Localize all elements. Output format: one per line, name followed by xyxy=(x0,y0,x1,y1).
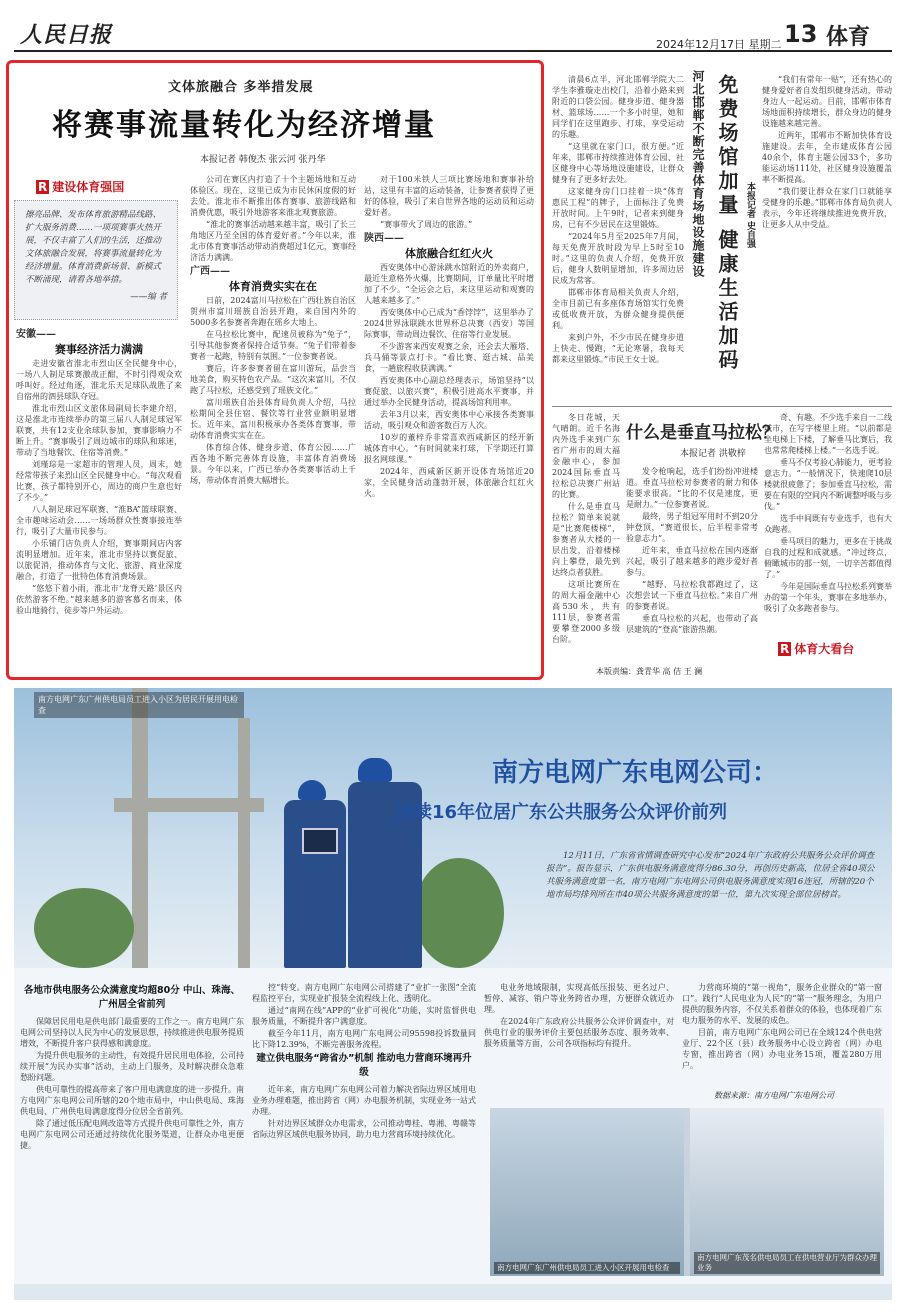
guangxi-paragraph: 赛后，许多参赛者留在富川游玩，品尝当地美食，购买特色农产品。“这次来富川，不仅跑了马拉松，还感受到了瑶族文化。” xyxy=(190,364,356,395)
anhui-subhead: 赛事经济活力满满 xyxy=(55,343,143,356)
ad-lead-paragraph: 12月11日，广东省省情调查研究中心发布“2024年广东政府公共服务公众评价调查报告”。报告显示，广东供电服务满意度得分86.30分，再创历史新高，位居全省40项公共服务满意度第一名，南方电网广东电网公司供电服务满意度实现16连冠，所辖的20个地市局均排列所在市40项公共服务满意度的第一位，第九次实现全部位居榜首。 xyxy=(546,851,875,900)
ad-paragraph: 控“转变。南方电网广东电网公司搭建了“业扩一张图”全流程监控平台，实现业扩报装全流程线上化、透明化。 xyxy=(252,983,476,1003)
ad-column-4 xyxy=(682,982,882,1088)
anhui-paragraph: 小乐铺门店负责人介绍，赛事期间店内客流明显增加。近年来，淮北市坚持以赛促旅、以旅促消，推动体育与文化、旅游、商业深度融合，打造了一批特色体育消费场景。 xyxy=(16,539,182,581)
tablet-device-graphic xyxy=(302,828,338,854)
handan-paragraph: 近两年，邯郸市不断加快体育设施建设。去年，全市建成体育公园40余个，体育主题公园33个，多功能运动场111处，社区健身设施覆盖率不断提高。 xyxy=(762,131,892,184)
ad-footer-bar xyxy=(14,1284,892,1300)
right-paragraph: “赛事带火了周边的旅游。” xyxy=(380,220,473,229)
shaanxi-paragraph: 西安奥体中心已成为“香饽饽”，这里举办了2024世界泳联跳水世界杯总决赛（西安）等国际赛事，带动周边餐饮、住宿等行业发展。 xyxy=(364,308,534,339)
column-tag-label: 建设体育强国 xyxy=(52,180,125,194)
marathon-paragraph: 什么是垂直马拉松？简单来说就是“比赛爬楼梯”，参赛者从大楼的一层出发，沿着楼梯向上攀登，最先到达终点者获胜。 xyxy=(552,502,620,577)
marathon-paragraph: 垂马项目的魅力，更多在于挑战自我的过程和成就感。“冲过终点，俯瞰城市的那一刻，一切辛苦都值得了。” xyxy=(764,537,892,579)
handan-column-1 xyxy=(552,74,684,404)
ad-paragraph: 保障居民用电是供电部门最重要的工作之一。南方电网广东电网公司坚持以人民为中心的发展思想，持续推进供电服务提质增效，不断提升客户获得感和满意度。 xyxy=(20,1017,244,1048)
marathon-paragraph: 垂直马拉松的兴起，也带动了高层建筑的“登高”旅游热潮。 xyxy=(626,614,758,634)
middle-paragraph: “淮北的赛事活动越来越丰富，吸引了长三角地区乃至全国的体育爱好者。”今年以来，淮北市体育赛事活动带动消费超过1亿元，赛事经济活力满满。 xyxy=(190,220,356,262)
ad-hero-photo xyxy=(14,688,892,968)
marathon-paragraph: 发令枪响起，选手们纷纷冲进楼道。垂直马拉松对参赛者的耐力和体能要求很高。“比的不仅是速度，更是耐力。”一位参赛者说。 xyxy=(626,467,758,509)
marathon-paragraph: 冬日花城，天气晴朗。近千名海内外选手来到广东省广州市的周大福金融中心，参加2024国际垂直马拉松总决赛广州站的比赛。 xyxy=(552,413,620,499)
utility-pole-graphic xyxy=(132,688,148,968)
handan-region-title: 河北邯郸不断完善体育场地设施建设 xyxy=(691,70,705,278)
handan-paragraph: 来到户外，不少市民在健身步道上快走、慢跑，“无论寒暑，我每天都来这里锻炼。”市民王女士说。 xyxy=(552,333,684,364)
advertisement-block xyxy=(14,688,892,1300)
page-number: 13 xyxy=(784,20,818,48)
tree-graphic xyxy=(34,888,134,968)
ad-data-source: 数据来源：南方电网广东电网公司 xyxy=(714,1091,834,1100)
anhui-column xyxy=(16,326,182,674)
marathon-paragraph: 这项比赛所在的周大福金融中心高530米，共有111层，参赛者需要攀登2000多级台阶。 xyxy=(552,580,620,644)
guangxi-region-label: 广西—— xyxy=(190,266,230,277)
handan-paragraph: 清晨6点半，河北邯郸学院大二学生李雅璇走出校门，沿着小路来到附近的口袋公园。健身步道、健身器材、篮球场……一个多小时里，她和同学们在这里跑步、打球，享受运动的乐趣。 xyxy=(552,75,684,139)
shaanxi-paragraph: 去年3月以来，西安奥体中心承接各类赛事活动，吸引观众和游客数百万人次。 xyxy=(364,410,534,430)
marathon-paragraph: 最终，男子组冠军用时不到20分钟登顶，“赛道很长，后半程非常考验意志力”。 xyxy=(626,512,758,543)
marathon-paragraph: “越野、马拉松我都跑过了，这次想尝试一下垂直马拉松。”来自广州的参赛者说。 xyxy=(626,580,758,611)
marathon-headline[interactable]: 什么是垂直马拉松？ xyxy=(626,423,779,443)
marathon-paragraph: 奇、有趣。不少选手来自一二线城市，在写字楼里上班。“以前都是坐电梯上下楼，了解垂马比赛后，我也常常爬楼梯上楼。”一名选手说。 xyxy=(764,413,892,455)
handan-headline[interactable]: 免费场馆加量 健康生活加码 xyxy=(715,74,739,373)
ad-paragraph: 目前，南方电网广东电网公司已在全域124个供电营业厅、22个区（县）政务服务中心设立跨省（网）办电专窗，推出跨省（网）办电业务15项，覆盖280万用户。 xyxy=(682,1028,882,1070)
ad-paragraph: 供电可靠性的提高带来了客户用电满意度的进一步提升。南方电网广东电网公司所辖的20个地市局中，中山供电局、珠海供电局、广州供电局满意度得分位居全省前列。 xyxy=(20,1085,244,1116)
ad-paragraph: 力营商环境的“第一视角”，服务企业群众的“第一窗口”。践行“人民电业为人民”的“第一”服务理念，为用户提供的服务内容，不仅关系着群众的体验，也体现着广东电力服务的水平、发展的成色。 xyxy=(682,983,882,1025)
page-editors: 本版责编：龚青华 高 佶 王 澜 xyxy=(596,667,703,676)
ad-bottom-caption-left: 南方电网广东广州供电局员工进入小区开展用电检查 xyxy=(494,1262,680,1274)
anhui-paragraph: 淮北市烈山区文旅体局副局长李建介绍，这是淮北市连续举办的第三届八人制足球冠军联赛，共有12支业余球队参加，赛事影响力不断上升。“赛事吸引了周边城市的球队和球迷，带动了当地餐饮、住宿等消费。” xyxy=(16,404,182,457)
guangxi-subhead: 体育消费实实在在 xyxy=(229,280,317,293)
worker-helmet-icon xyxy=(358,758,392,782)
look-tag-icon: R xyxy=(780,642,790,656)
newspaper-logo: 人民日报 xyxy=(20,22,113,48)
ad-paragraph: 近年来，南方电网广东电网公司着力解决省际边界区域用电业务办理难题，推出跨省（网）办电服务机制，实现业务一站式办理。 xyxy=(252,1085,476,1116)
marathon-column-3 xyxy=(764,412,892,636)
ad-photo-caption: 南方电网广东广州供电局员工进入小区为居民开展用电检查 xyxy=(34,692,244,718)
marathon-paragraph: 今年是国际垂直马拉松系列赛举办的第一个年头，赛事在多地举办，吸引了众多跑者参与。 xyxy=(764,582,892,613)
guangxi-paragraph: 体育综合体、健身步道、体育公园……广西各地不断完善体育设施，丰富体育消费场景。今年以来，广西已举办各类赛事活动上千场，带动体育消费大幅增长。 xyxy=(190,443,356,485)
column-tag xyxy=(36,178,124,195)
ad-title-company[interactable]: 南方电网广东电网公司： xyxy=(492,758,779,788)
section-divider xyxy=(552,406,892,407)
ad-column-2 xyxy=(252,982,476,1282)
anhui-paragraph: 走进安徽省淮北市烈山区全民健身中心，一场八人制足球赛激战正酣，不时引得观众欢呼叫好。经过角逐，淮北乐天足球队战胜了来自宿州的泗县球队夺冠。 xyxy=(16,359,182,401)
ad-paragraph: 为提升供电服务的主动性，有效提升居民用电体验，公司持续开展“为民办实事”活动，主动上门服务，及时解决群众急难愁盼问题。 xyxy=(20,1051,244,1082)
shaanxi-region-label: 陕西—— xyxy=(364,233,404,244)
anhui-paragraph: 八人制足球冠军联赛、“淮BA”篮球联赛、全市趣味运动会……一场场群众性赛事接连举行，吸引了大量市民参与。 xyxy=(16,505,182,536)
ad-bottom-photo-left xyxy=(490,1108,684,1276)
look-tag-label: 体育大看台 xyxy=(794,642,855,656)
ad-bottom-photo-right xyxy=(690,1108,884,1276)
shaanxi-paragraph: 2024年，西咸新区新开设体育场馆近20家，全民健身活动蓬勃开展，体旅融合红红火火。 xyxy=(364,467,534,498)
shaanxi-paragraph: 不少游客来西安观赛之余，还会去大雁塔、兵马俑等景点打卡。“看比赛、逛古城、品美食，一趟旅程收获满满。” xyxy=(364,342,534,373)
guangxi-paragraph: 在马拉松比赛中，配速员被称为“兔子”，引导其他参赛者保持合适节奏。“兔子们带着参赛者一起跑，特别有氛围。”一位参赛者说。 xyxy=(190,330,356,361)
section-name: 体育 xyxy=(826,25,871,50)
ad-paragraph: 截至今年11月，南方电网广东电网公司95598投诉数量同比下降12.39%，不断完善服务流程。 xyxy=(252,1029,476,1049)
ad-paragraph: 针对边界区域群众办电需求，公司推动粤桂、粤湘、粤赣等省际边界区域供电服务协同，助力电力营商环境持续优化。 xyxy=(252,1119,476,1139)
middle-paragraph: 公司在赛区内打造了十个主题场地和互动体验区。现在，这里已成为市民休闲度假的好去处。淮北市不断推出体育赛事、旅游线路和消费优惠，吸引外地游客来淮北观赛旅游。 xyxy=(190,175,356,217)
handan-paragraph: “我们有常年一贴”，还有热心的健身爱好者自发组织健身活动，带动身边人一起运动。目前，邯郸市体育场地面积持续增长，群众身边的健身设施越来越完善。 xyxy=(762,75,892,128)
ad-column-1 xyxy=(20,982,244,1282)
ad-paragraph: 在2024年广东政府公共服务公众评价调查中，对供电行业的服务评价主要包括服务态度、服务效率、服务质量等方面，公司各项指标均有提升。 xyxy=(484,1017,674,1048)
handan-paragraph: 邯郸市体育局相关负责人介绍，全市目前已有多座体育场馆实行免费或低收费开放，为群众健身提供便利。 xyxy=(552,288,684,330)
ad-paragraph: 电业务地域限制，实现高低压报装、更名过户、暂停、减容、销户等业务跨省办理，方便群众就近办理。 xyxy=(484,983,674,1014)
handan-paragraph: “这里就在家门口，很方便。”近年来，邯郸市持续推进体育公园、社区健身中心等场地设施建设，让群众健身有了更多好去处。 xyxy=(552,142,684,184)
worker-figure-graphic xyxy=(284,800,346,968)
ad-paragraph: 通过“南网在线”APP的“业扩可视化”功能，实时监督供电服务质量，不断提升客户满意度。 xyxy=(252,1006,476,1026)
marathon-paragraph: 近年来，垂直马拉松在国内逐渐兴起，吸引了越来越多的跑步爱好者参与。 xyxy=(626,546,758,577)
middle-column xyxy=(190,174,356,674)
right-paragraph: 对于100米铁人三项比赛场地和赛事补给站，这里有丰富的运动装备，让参赛者获得了更好的体验，吸引了来自世界各地的运动员和运动爱好者。 xyxy=(364,175,534,217)
guangxi-paragraph: 日前，2024富川马拉松在广西壮族自治区贺州市富川瑶族自治县开跑，来自国内外的5000多名参赛者奔跑在瑶乡大地上。 xyxy=(190,296,356,327)
ad-column-1-heading: 各地市供电服务公众满意度均超80分 中山、珠海、广州居全省前列 xyxy=(23,985,241,1010)
lead-story-headline[interactable]: 将赛事流量转化为经济增量 xyxy=(52,108,436,143)
shaanxi-paragraph: 西安奥体中心游泳跳水馆附近的外卖商户，最近生意格外火爆，比赛期间，订单量比平时增加了不少。“全运会之后，来这里运动和观赛的人越来越多了。” xyxy=(364,263,534,305)
marathon-byline: 本报记者 洪敬梓 xyxy=(680,449,746,459)
marathon-paragraph: 垂马不仅考验心肺能力，更考验意志力。“一般情况下，快速爬10层楼就很疲惫了；参加垂直马拉松，需要在有限的空间内不断调整呼吸与步伐。” xyxy=(764,458,892,511)
editor-note xyxy=(14,200,178,320)
shaanxi-paragraph: 西安奥体中心副总经理表示，场馆坚持“以赛促旅、以旅兴赛”，积极引进高水平赛事，并通过举办全民健身活动，提高场馆利用率。 xyxy=(364,376,534,407)
marathon-paragraph: 选手中间既有专业选手，也有大众跑者。 xyxy=(764,514,892,534)
anhui-paragraph: 刘瑾琮是一家超市的管理人员，周末，她经常带孩子来烈山区全民健身中心。“每次观看比赛，孩子都特别开心，周边的商户生意也好了不少。” xyxy=(16,460,182,502)
look-tag xyxy=(778,640,854,657)
tree-graphic xyxy=(414,858,504,968)
ad-column-3 xyxy=(484,982,674,1102)
editor-note-text: 擦亮品牌、发布体育旅游精品线路、扩大服务消费……一项项赛事火热开展，不仅丰富了人们的生活，还推动文体旅融合发展，将赛事流量转化为经济增量。体育消费新场景、新模式不断涌现，请看各地举措。 xyxy=(25,210,162,285)
worker-helmet-icon xyxy=(298,780,326,800)
marathon-column-1 xyxy=(552,412,620,660)
masthead xyxy=(14,16,892,52)
editor-note-sign: ——编 者 xyxy=(130,292,167,302)
lead-story-kicker: 文体旅融合 多举措发展 xyxy=(168,80,314,95)
shaanxi-paragraph: 10岁的董梓乔非常喜欢西咸新区的经开新城体育中心。“有时间就来打球，下学期还打算报名网球课。” xyxy=(364,433,534,464)
transformer-graphic xyxy=(114,798,264,812)
lead-story-byline: 本报记者 韩俊杰 张云河 张丹华 xyxy=(200,155,326,165)
issue-date: 2024年12月17日 星期二 xyxy=(656,38,782,51)
right-column xyxy=(364,174,534,674)
ad-paragraph: 除了通过低压配电网改造等方式提升供电可靠性之外，南方电网广东电网公司还通过持续优化服务渠道，让群众办电更便捷。 xyxy=(20,1119,244,1150)
anhui-paragraph: “悠悠下着小雨，淮北市‘龙脊天路’景区内依然游客不绝。”越来越多的游客慕名而来，体验山地骑行、徒步等户外运动。 xyxy=(16,584,182,615)
handan-byline: 本报记者 史自强 xyxy=(745,182,755,249)
guangxi-paragraph: 富川瑶族自治县体育局负责人介绍，马拉松期间全县住宿、餐饮等行业营业额明显增长。近年来，富川积极承办各类体育赛事，带动体育消费实实在在。 xyxy=(190,398,356,440)
handan-paragraph: 这家健身房门口挂着一块“体育惠民工程”的牌子，上面标注了免费开放时间。上午9时，记者来到健身房，已有不少居民在这里锻炼。 xyxy=(552,187,684,229)
shaanxi-subhead: 体旅融合红红火火 xyxy=(405,247,493,260)
column-tag-icon: R xyxy=(38,180,48,194)
utility-pole-graphic xyxy=(238,718,250,968)
ad-bottom-caption-right: 南方电网广东茂名供电局员工在供电营业厅为群众办理业务 xyxy=(694,1252,880,1274)
handan-column-2 xyxy=(762,74,892,404)
ad-title-tagline[interactable]: 连续16年位居广东公共服务公众评价前列 xyxy=(396,802,728,823)
marathon-column-2 xyxy=(626,466,758,660)
ad-bottom-photos xyxy=(490,1108,884,1276)
handan-paragraph: “我们要让群众在家门口就能享受健身的乐趣。”邯郸市体育局负责人表示，今年还将继续推进免费开放，让更多人从中受益。 xyxy=(762,187,892,229)
ad-column-2-heading: 建立供电服务“跨省办”机制 推动电力营商环境再升级 xyxy=(256,1053,472,1078)
handan-paragraph: “2024年5月至2025年7月间，每天免费开放时段为早上5时至10时。”这里的负责人介绍，免费开放后，健身人数明显增加，许多周边居民成为常客。 xyxy=(552,232,684,285)
anhui-region-label: 安徽—— xyxy=(16,329,56,340)
